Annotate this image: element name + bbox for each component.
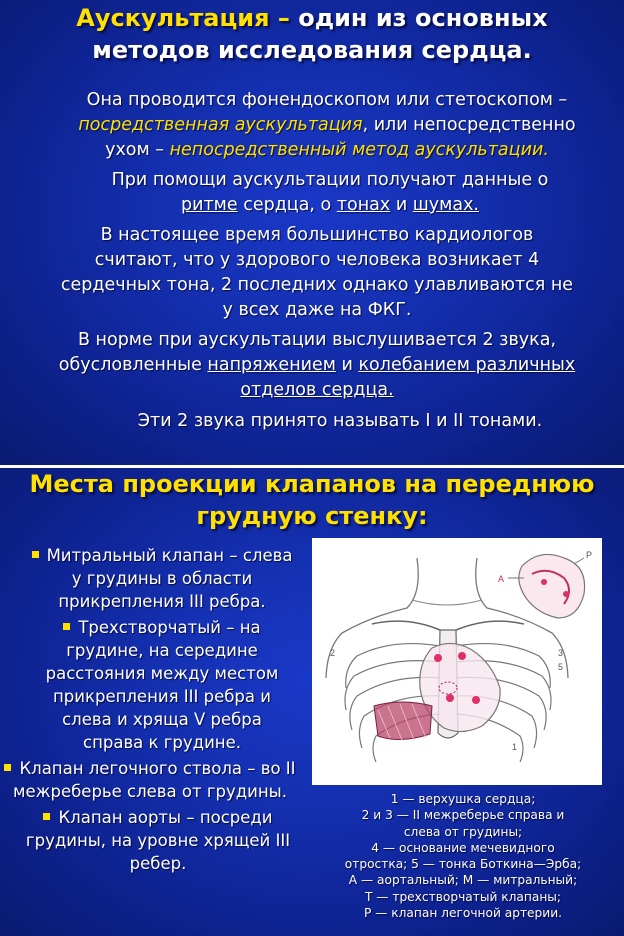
p3-line3: сердечных тона, 2 последних однако улавливаются не	[60, 275, 574, 295]
p3-line4: у всех даже на ФКГ.	[222, 300, 412, 320]
caption-line: отростка; 5 — тонка Боткина—Эрба;	[344, 857, 582, 872]
paragraph-norm	[0, 328, 624, 403]
valve-list	[4, 544, 302, 878]
chest-valves-figure	[312, 538, 602, 785]
figure-label-2: 2	[330, 648, 336, 658]
figure-label-1: 1	[512, 742, 518, 752]
caption-line: 1 — верхушка сердца;	[390, 792, 536, 806]
caption-line: 4 — основание мечевидного	[371, 840, 555, 855]
figure-label-5: 5	[558, 662, 564, 672]
bullet-icon	[4, 764, 11, 771]
p2-underline-tones: тонах	[336, 195, 391, 215]
list-item	[4, 544, 302, 613]
list-item	[4, 616, 302, 754]
p2-text3: и	[390, 195, 413, 215]
p2-underline-rhythm: ритме	[180, 195, 238, 215]
mitral-valve-marker	[472, 696, 480, 704]
paragraph-tones	[0, 223, 624, 323]
paragraph-method	[0, 88, 624, 163]
bullet-icon	[63, 623, 70, 630]
slide-auscultation	[0, 0, 624, 465]
p1-text1: Она проводится фонендоскопом или стетоскопом –	[86, 90, 568, 110]
title-highlight: Аускультация –	[76, 4, 290, 32]
p4-text3: и	[335, 355, 359, 375]
p2-text2: сердца, о	[237, 195, 337, 215]
p2-underline-murmurs: шумах.	[412, 195, 479, 215]
caption-line: слева от грудины;	[403, 824, 523, 839]
p2-text1: При помощи аускультации получают данные о	[111, 170, 549, 190]
caption-line: Т — трехстворчатый клапаны;	[364, 889, 562, 904]
bullet-icon	[43, 813, 50, 820]
title-rest: один из основных	[289, 4, 548, 32]
p4-underline1: напряжением	[207, 355, 336, 375]
p4-underline2: колебанием различных	[358, 355, 576, 375]
title-line2: методов исследования сердца.	[92, 36, 532, 64]
figure-label-a: А	[498, 574, 505, 584]
list-item	[4, 757, 302, 803]
p4-underline3: отделов сердца.	[240, 380, 394, 400]
bullet-text-aortic: Клапан аорты – посреди грудины, на уровне хрящей III ребер.	[25, 808, 291, 873]
p1-text3: ухом –	[105, 140, 170, 160]
p4-text1: В норме при аускультации выслушивается 2 звука,	[77, 330, 557, 350]
p4-text2: обусловленные	[58, 355, 208, 375]
caption-line: Р — клапан легочной артерии.	[363, 906, 562, 921]
list-item	[4, 806, 302, 875]
slide2-title	[0, 468, 624, 532]
paragraph-two-sounds: Эти 2 звука принято называть I и II тонами.	[137, 411, 543, 431]
tricuspid-valve-marker	[446, 694, 454, 702]
figure-label-p: Р	[586, 550, 593, 560]
slide2-title-line2: грудную стенку:	[196, 502, 428, 530]
p1-italic2: непосредственный метод аускультации.	[169, 140, 549, 160]
slide2-title-line1: Места проекции клапанов на переднюю	[29, 470, 595, 498]
chest-drawing	[312, 538, 602, 785]
p1-italic1: посредственная аускультация	[78, 115, 363, 135]
bullet-text-mitral: Митральный клапан – слева у грудины в области прикрепления III ребра.	[46, 546, 293, 611]
paragraph-data	[0, 168, 624, 218]
slide1-title	[0, 0, 624, 66]
bullet-text-pulmonary: Клапан легочного ствола – во II межреберье слева от грудины.	[13, 759, 296, 801]
figure-caption	[304, 791, 622, 921]
aortic-valve-marker	[434, 654, 442, 662]
figure-label-3: 3	[558, 648, 564, 658]
pulmonary-valve-marker	[458, 652, 466, 660]
bullet-text-tricuspid: Трехстворчатый – на грудине, на середине расстояния между местом прикрепления III ребра и слева и хряща V ребра справа к грудине.	[45, 618, 279, 752]
p3-line1: В настоящее время большинство кардиологов	[100, 225, 534, 245]
caption-line: 2 и 3 — II межреберье справа и	[361, 808, 565, 823]
p1-text2: , или непосредственно	[362, 115, 576, 135]
slide-valve-projections	[0, 465, 624, 936]
bullet-icon	[32, 551, 39, 558]
caption-line: А — аортальный; М — митральный;	[348, 873, 578, 888]
p3-line2: считают, что у здорового человека возникает 4	[94, 250, 540, 270]
